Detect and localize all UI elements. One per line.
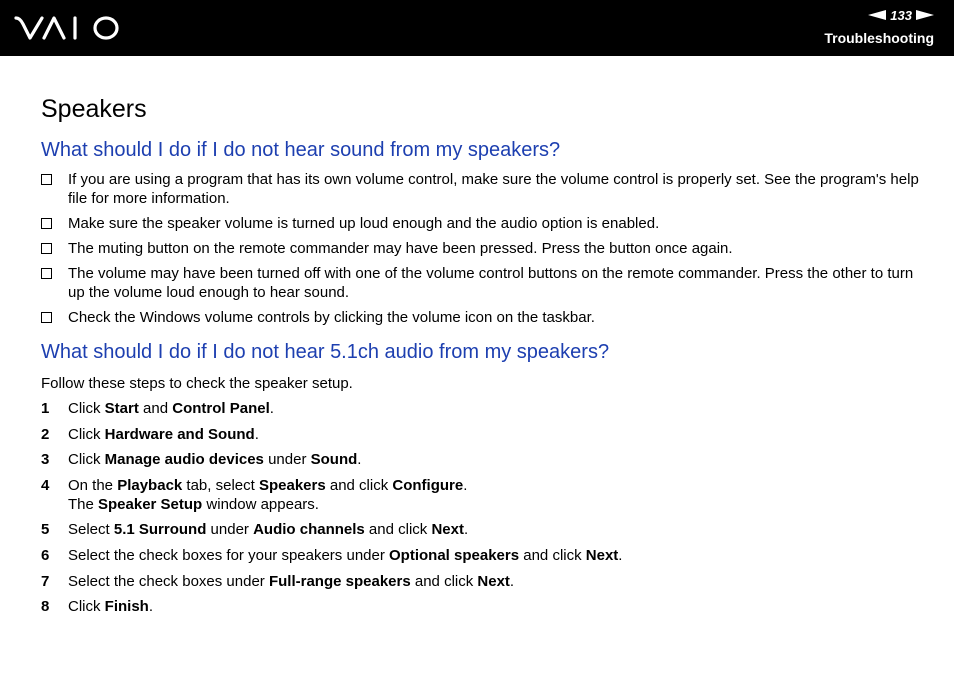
step-text: and click — [364, 521, 432, 539]
step-text: . — [463, 476, 468, 494]
step-number: 4 — [41, 476, 50, 494]
ui-term: Next — [477, 572, 510, 590]
step-text: . — [618, 546, 623, 564]
step-number: 1 — [41, 400, 50, 417]
step-text: Select — [68, 521, 114, 539]
checkbox-bullet-icon — [41, 268, 52, 279]
list-item — [41, 170, 921, 208]
previous-page-icon[interactable] — [868, 10, 886, 20]
step-text: tab, select — [182, 476, 259, 494]
step-text: and — [138, 400, 173, 417]
ui-term: Configure — [392, 476, 464, 494]
step-item — [41, 476, 921, 514]
ui-term: 5.1 Surround — [113, 521, 207, 539]
step-item — [41, 399, 921, 418]
step-text: Click — [68, 598, 105, 616]
section2-intro: Follow these steps to check the speaker setup. — [41, 375, 353, 392]
ui-term: Next — [585, 546, 619, 564]
ui-term: Speaker Setup — [98, 495, 203, 513]
list-item — [41, 214, 921, 233]
ui-term: Optional speakers — [389, 546, 520, 564]
checkbox-bullet-icon — [41, 174, 52, 185]
step-number: 5 — [41, 521, 50, 539]
page-header — [0, 0, 954, 56]
ui-term: Finish — [104, 598, 149, 616]
next-page-icon[interactable] — [916, 10, 934, 20]
step-number: 8 — [41, 598, 50, 616]
vaio-logo — [14, 14, 120, 42]
step-text: . — [357, 451, 362, 469]
checkbox-bullet-icon — [41, 312, 52, 323]
step-line — [68, 451, 361, 468]
section2-heading: What should I do if I do not hear 5.1ch audio from my speakers? — [41, 341, 610, 363]
step-line — [68, 547, 622, 564]
step-item — [41, 597, 921, 616]
page-navigation — [868, 7, 934, 23]
step-text: window appears. — [202, 495, 319, 513]
section2-steps-list — [41, 399, 921, 616]
step-line — [68, 598, 153, 615]
bullet-text: The muting button on the remote commander may have been pressed. Press the button once again. — [68, 240, 733, 257]
section1-bullet-list — [41, 170, 921, 327]
step-number: 2 — [41, 425, 50, 443]
step-line — [68, 573, 514, 590]
ui-term: Audio channels — [253, 521, 365, 539]
step-text: under — [206, 521, 254, 539]
bullet-text: The volume may have been turned off with one of the volume control buttons on the remote commander. Press the other to turn up the volume loud enough to hear sound. — [68, 265, 914, 301]
ui-term: Next — [431, 521, 464, 539]
step-item — [41, 425, 921, 444]
ui-term: Control Panel — [172, 400, 270, 417]
bullet-text: If you are using a program that has its own volume control, make sure the volume control is properly set. See the program's help file for more information. — [68, 171, 919, 207]
step-text: and click — [519, 546, 586, 564]
step-line — [68, 426, 259, 443]
step-text: On the — [68, 476, 118, 494]
bullet-text: Make sure the speaker volume is turned up loud enough and the audio option is enabled. — [68, 215, 660, 232]
step-item — [41, 520, 921, 539]
ui-term: Manage audio devices — [104, 451, 264, 469]
step-text: . — [148, 598, 154, 616]
ui-term: Sound — [310, 451, 358, 469]
step-text: Click — [68, 400, 105, 417]
step-item — [41, 450, 921, 469]
step-number: 6 — [41, 546, 50, 564]
page-content — [41, 94, 921, 623]
step-item — [41, 572, 921, 591]
step-text: The — [68, 495, 99, 513]
step-item — [41, 546, 921, 565]
checkbox-bullet-icon — [41, 218, 52, 229]
step-text: Select the check boxes under — [68, 572, 269, 590]
ui-term: Speakers — [258, 476, 326, 494]
section-name: Troubleshooting — [824, 30, 934, 46]
list-item — [41, 264, 921, 302]
ui-term: Full-range speakers — [268, 572, 411, 590]
page-title: Speakers — [41, 95, 147, 123]
step-number: 3 — [41, 451, 50, 469]
step-text: . — [254, 425, 259, 443]
ui-term: Hardware and Sound — [104, 425, 255, 443]
step-line — [68, 477, 467, 494]
section1-heading: What should I do if I do not hear sound from my speakers? — [41, 139, 561, 161]
list-item — [41, 239, 921, 258]
bullet-text: Check the Windows volume controls by clicking the volume icon on the taskbar. — [68, 309, 595, 326]
step-text: and click — [410, 572, 478, 590]
page-number: 133 — [890, 7, 912, 23]
step-text: . — [463, 521, 469, 539]
step-line — [68, 400, 274, 417]
step-text: under — [263, 451, 311, 469]
ui-term: Playback — [117, 476, 183, 494]
step-text: Click — [68, 451, 105, 469]
step-number: 7 — [41, 572, 50, 590]
step-text: and click — [325, 476, 393, 494]
ui-term: Start — [104, 400, 139, 417]
step-text: Select the check boxes for your speakers under — [68, 546, 390, 564]
checkbox-bullet-icon — [41, 243, 52, 254]
step-line — [68, 521, 468, 538]
step-note — [68, 496, 319, 513]
step-text: . — [269, 400, 274, 417]
step-text: . — [509, 572, 515, 590]
step-text: Click — [68, 425, 105, 443]
list-item — [41, 308, 921, 327]
